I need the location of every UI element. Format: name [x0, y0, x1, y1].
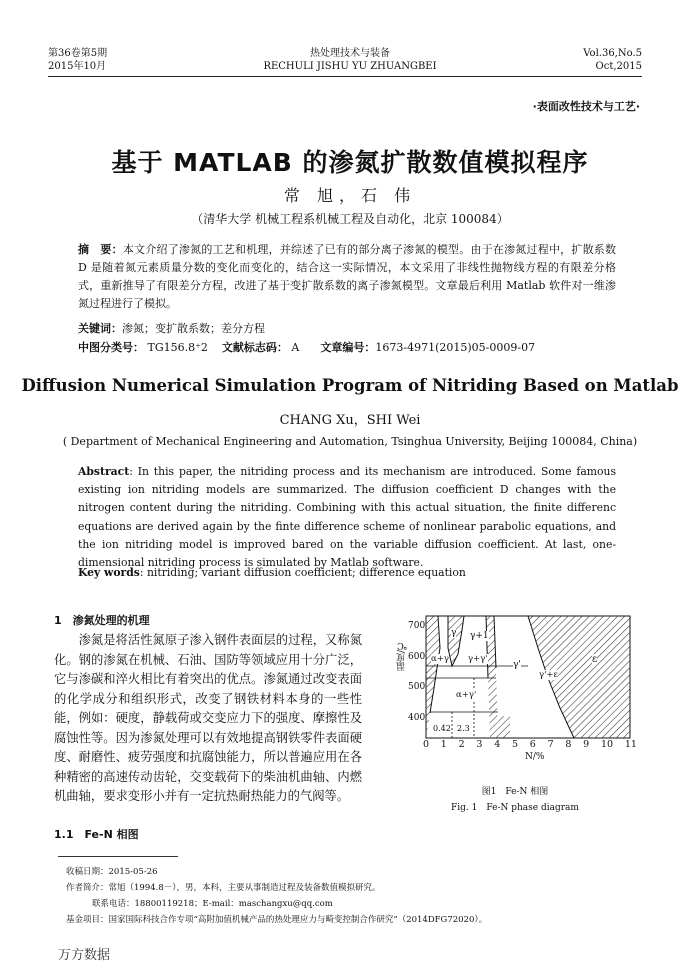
- journal-date-cn: 2015年10月: [48, 61, 107, 72]
- header-rule: [48, 76, 642, 77]
- y-tick-400: 400: [408, 712, 426, 723]
- y-tick-600: 600: [408, 651, 426, 662]
- low-gamma-prime-region: [498, 716, 510, 738]
- fig-x-label: N/%: [525, 752, 545, 762]
- fig-y-ticks: [408, 611, 425, 733]
- label-gamma-prime-epsilon: γ'+ε: [539, 670, 558, 680]
- abstract-en-text: : In this paper, the nitriding process and its mechanism are introduced. Some famous existing ion nitriding models are summarized. The diffusion coefficient D changes with the nitrogen content during the nitriding. Combining with this actual situation, the finite differenc equations are derived again by the finte difference scheme of nonlinear parabolic equations, and the ion nitriding model is improved bared on the variable diffusion coefficient. At last, one-dimensional nitriding process is simulated by Matlab software.: [78, 465, 616, 570]
- section-1-heading: 1 渗氮处理的机理: [54, 614, 150, 627]
- label-gamma-gamma-prime: γ+γ': [468, 654, 488, 664]
- footnote-contact: 联系电话：18800119218；E-mail：maschangxu@qq.com: [92, 899, 333, 909]
- footnote-rule: [58, 856, 178, 857]
- journal-date-en: Oct,2015: [595, 61, 642, 72]
- journal-name-pinyin: RECHULI JISHU YU ZHUANGBEI: [263, 61, 437, 72]
- x-tick-1: 1: [440, 739, 447, 750]
- figure-caption-en: Fig. 1 Fe-N phase diagram: [451, 803, 579, 813]
- doc-code-value: A: [291, 341, 300, 354]
- keywords-en: [78, 564, 616, 582]
- page-title-cn: 基于 MATLAB 的渗氮扩散数值模拟程序: [111, 148, 589, 177]
- keywords-en-label: Key words: [78, 566, 140, 579]
- keywords-en-text: : nitriding; variant diffusion coefficient; difference equation: [139, 566, 466, 579]
- figure-caption-cn: 图1 Fe-N 相图: [481, 787, 549, 797]
- clc-value: TG156.8⁺2: [147, 341, 208, 354]
- keywords-cn-label: 关键词：: [78, 322, 122, 335]
- x-tick-5: 5: [511, 739, 519, 750]
- x-tick-10: 10: [600, 739, 614, 750]
- journal-name-cn: 热处理技术与装备: [310, 48, 390, 59]
- footnote-received: 收稿日期：2015-05-26: [66, 867, 158, 877]
- abstract-cn: [78, 241, 616, 313]
- label-epsilon: ε: [592, 654, 598, 665]
- abstract-cn-label: 摘 要：: [78, 243, 123, 256]
- x-tick-4: 4: [494, 739, 501, 750]
- footnote-author: 作者简介：常旭（1994.8－），男，本科，主要从事制造过程及装备数值模拟研究。: [66, 883, 381, 893]
- authors-en: CHANG Xu，SHI Wei: [279, 413, 421, 428]
- abstract-cn-text: 本文介绍了渗氮的工艺和机理，并综述了已有的部分离子渗氮的模型。由于在渗氮过程中，扩散系数 D 是随着氮元素质量分数的变化而变化的，结合这一实际情况，本文采用了非线性抛物线方程的有限差分格式，重新推导了有限差分方程，改进了基于变扩散系数的离子渗氮模型。文章最后利用 Matlab 软件对一维渗氮过程进行了模拟。: [78, 243, 617, 310]
- abstract-en: [78, 463, 616, 572]
- x-tick-8: 8: [565, 739, 572, 750]
- doc-code-label: 文献标志码：: [221, 341, 288, 354]
- column-label: ·表面改性技术与工艺·: [532, 100, 640, 113]
- fig-x-ticks: [423, 739, 637, 750]
- x-tick-9: 9: [583, 739, 590, 750]
- article-number-label: 文章编号：: [320, 341, 376, 354]
- x-tick-2: 2: [458, 739, 465, 750]
- label-gamma: γ: [451, 628, 457, 638]
- x-tick-11: 11: [624, 739, 637, 750]
- x-tick-3: 3: [476, 739, 483, 750]
- label-2-3: 2.3: [457, 724, 470, 733]
- label-alpha-gamma-prime: α+γ': [456, 690, 477, 700]
- fig-y-label: 温度/℃: [397, 640, 407, 672]
- classification-line: [78, 339, 616, 357]
- footnote-funding: 基金项目：国家国际科技合作专项“高附加值机械产品的热处理应力与畸变控制合作研究”（2014DFG72020）。: [66, 915, 488, 925]
- label-0-42: 0.42: [433, 724, 451, 733]
- y-tick-500: 500: [408, 682, 426, 692]
- authors-cn: 常 旭，石 伟: [283, 186, 417, 205]
- x-tick-6: 6: [529, 739, 536, 750]
- x-tick-7: 7: [547, 739, 554, 750]
- y-tick-700: 700: [408, 621, 426, 631]
- affiliation-cn: （清华大学 机械工程系机械工程及自动化，北京 100084）: [191, 212, 509, 226]
- subsection-1-1-heading: 1.1 Fe-N 相图: [54, 828, 139, 841]
- label-alpha-gamma: α+γ: [431, 654, 449, 664]
- journal-volume-cn: 第36卷第5期: [48, 48, 108, 59]
- abstract-en-label: Abstract: [78, 465, 130, 478]
- affiliation-en: ( Department of Mechanical Engineering and Automation, Tsinghua University, Beijing 100084, China): [62, 435, 638, 448]
- keywords-cn: [78, 320, 616, 338]
- watermark: 万方数据: [58, 948, 111, 963]
- section-1-body: 渗氮是将活性氮原子渗入钢件表面层的过程，又称氮化。钢的渗氮在机械、石油、国防等领域应用十分广泛，它与渗碳和淬火相比有着突出的优点。渗氮通过改变表面的化学成分和组织形式，改变了钢铁材料本身的一些性能，例如：硬度，静载荷或交变应力下的强度、摩擦性及腐蚀性等。因为渗氮处理可以有效地提高钢铁零件表面硬度、耐磨性、疲劳强度和抗腐蚀能力，所以普遍应用在各种精密的高速传动齿轮，交变载荷下的柴油机曲轴、内燃机曲轴，要求变形小并有一定抗热耐热能力的气阀等。: [54, 633, 362, 803]
- page-title-en: Diffusion Numerical Simulation Program of Nitriding Based on Matlab: [21, 376, 679, 395]
- journal-issue-en: [583, 47, 642, 73]
- clc-label: 中图分类号：: [78, 341, 144, 354]
- journal-volume-en: Vol.36,No.5: [583, 48, 642, 59]
- label-gamma-plus-1: γ+1: [470, 631, 489, 641]
- label-gamma-prime: γ': [513, 660, 521, 670]
- article-number-value: 1673-4971(2015)05-0009-07: [375, 341, 536, 354]
- x-tick-0: 0: [423, 739, 430, 750]
- keywords-cn-text: 渗氮；变扩散系数；差分方程: [122, 322, 265, 335]
